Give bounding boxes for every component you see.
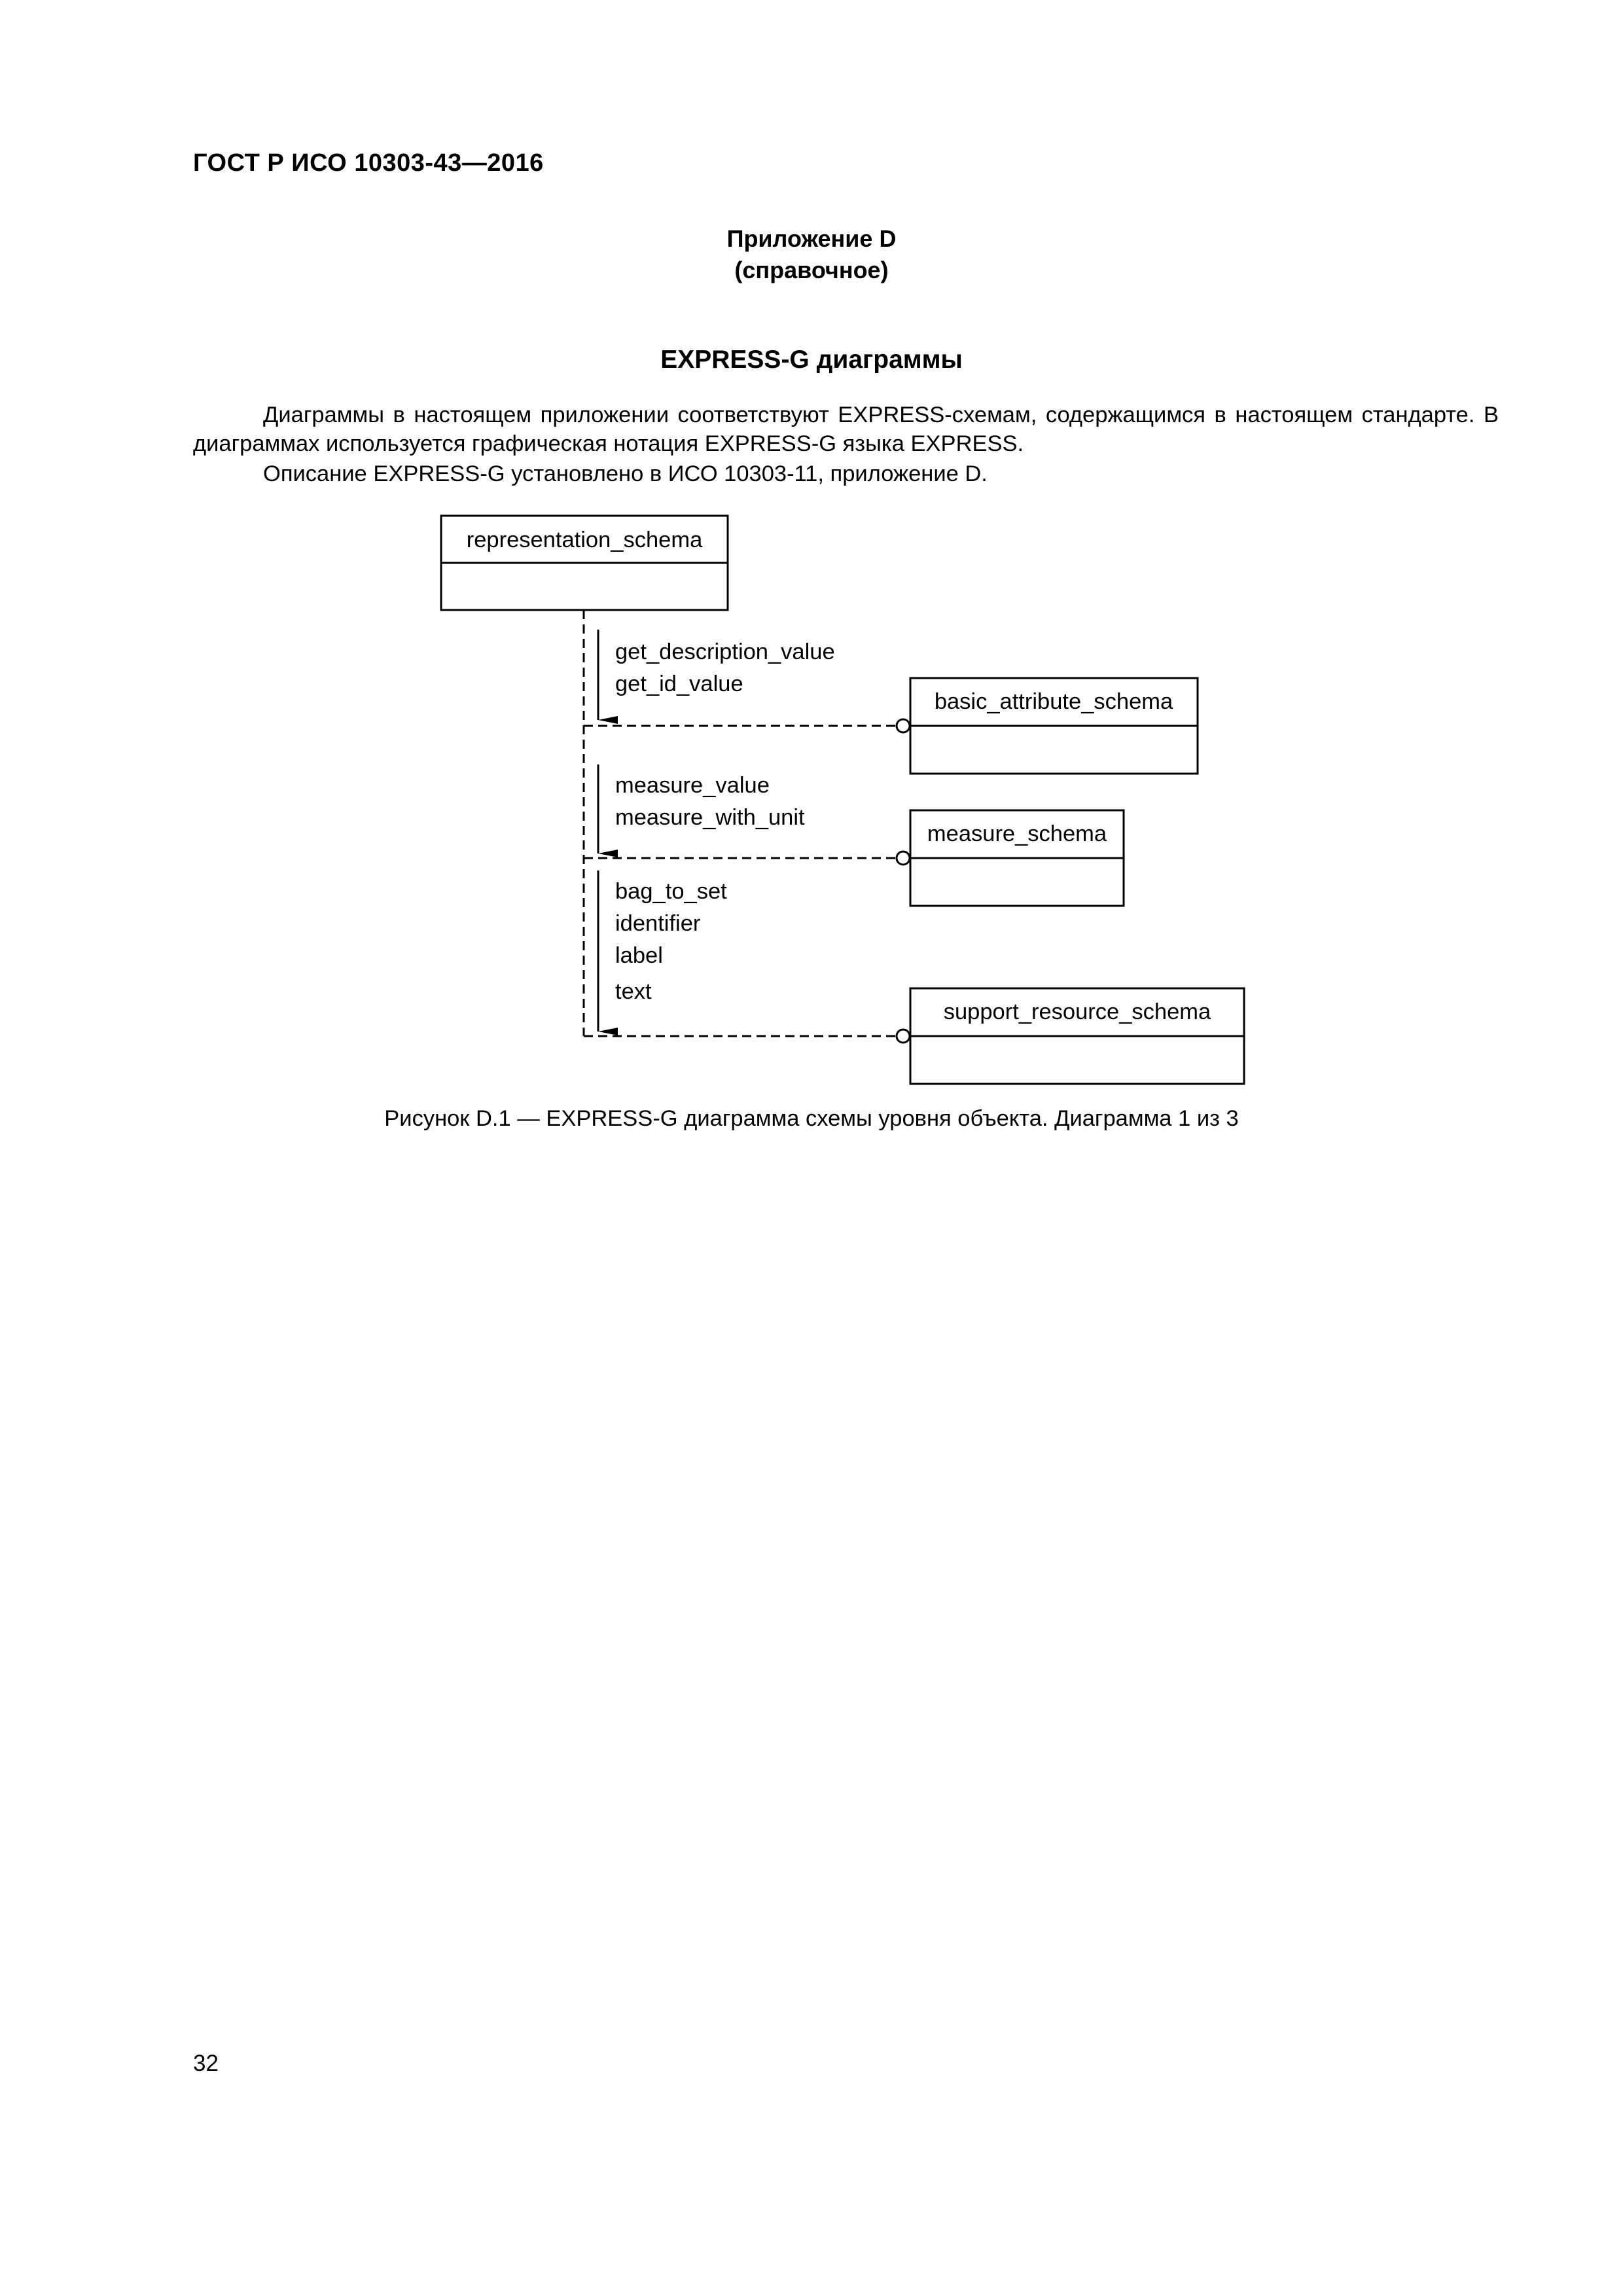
reference-group-basic-attribute xyxy=(584,630,1198,774)
measure-schema-label: measure_schema xyxy=(927,821,1107,846)
annex-type: (справочное) xyxy=(734,257,889,283)
reference-item: get_description_value xyxy=(615,639,835,664)
reference-item: get_id_value xyxy=(615,672,743,696)
basic-attribute-schema-label: basic_attribute_schema xyxy=(934,689,1173,714)
reference-item: measure_value xyxy=(615,773,770,798)
annex-title: Приложение D xyxy=(726,225,897,252)
section-title: EXPRESS-G диаграммы xyxy=(660,346,963,374)
intro-paragraph: Диаграммы в настоящем приложении соответствуют EXPRESS-схемам, содержащимся в настоящем стандарте. В диаграммах используется графическая нотация EXPRESS-G языка EXPRESS. xyxy=(193,403,1499,456)
reference-item: measure_with_unit xyxy=(615,805,805,830)
reference-item: bag_to_set xyxy=(615,879,727,904)
reference-group-support-resource xyxy=(584,870,1244,1084)
document-header: ГОСТ Р ИСО 10303-43—2016 xyxy=(193,149,544,177)
description-paragraph: Описание EXPRESS-G установлено в ИСО 10303-11, приложение D. xyxy=(263,461,988,486)
reference-circle xyxy=(897,719,910,732)
reference-item: label xyxy=(615,943,663,968)
representation-schema-label: representation_schema xyxy=(466,528,703,552)
reference-item: text xyxy=(615,979,652,1004)
reference-item: identifier xyxy=(615,911,701,936)
reference-circle xyxy=(897,1030,910,1043)
page-number: 32 xyxy=(193,2051,219,2076)
express-g-diagram xyxy=(0,0,1623,1113)
reference-circle xyxy=(897,852,910,865)
representation-schema-box xyxy=(441,516,728,610)
support-resource-schema-label: support_resource_schema xyxy=(943,999,1211,1024)
figure-caption: Рисунок D.1 — EXPRESS-G диаграмма схемы уровня объекта. Диаграмма 1 из 3 xyxy=(384,1106,1239,1131)
